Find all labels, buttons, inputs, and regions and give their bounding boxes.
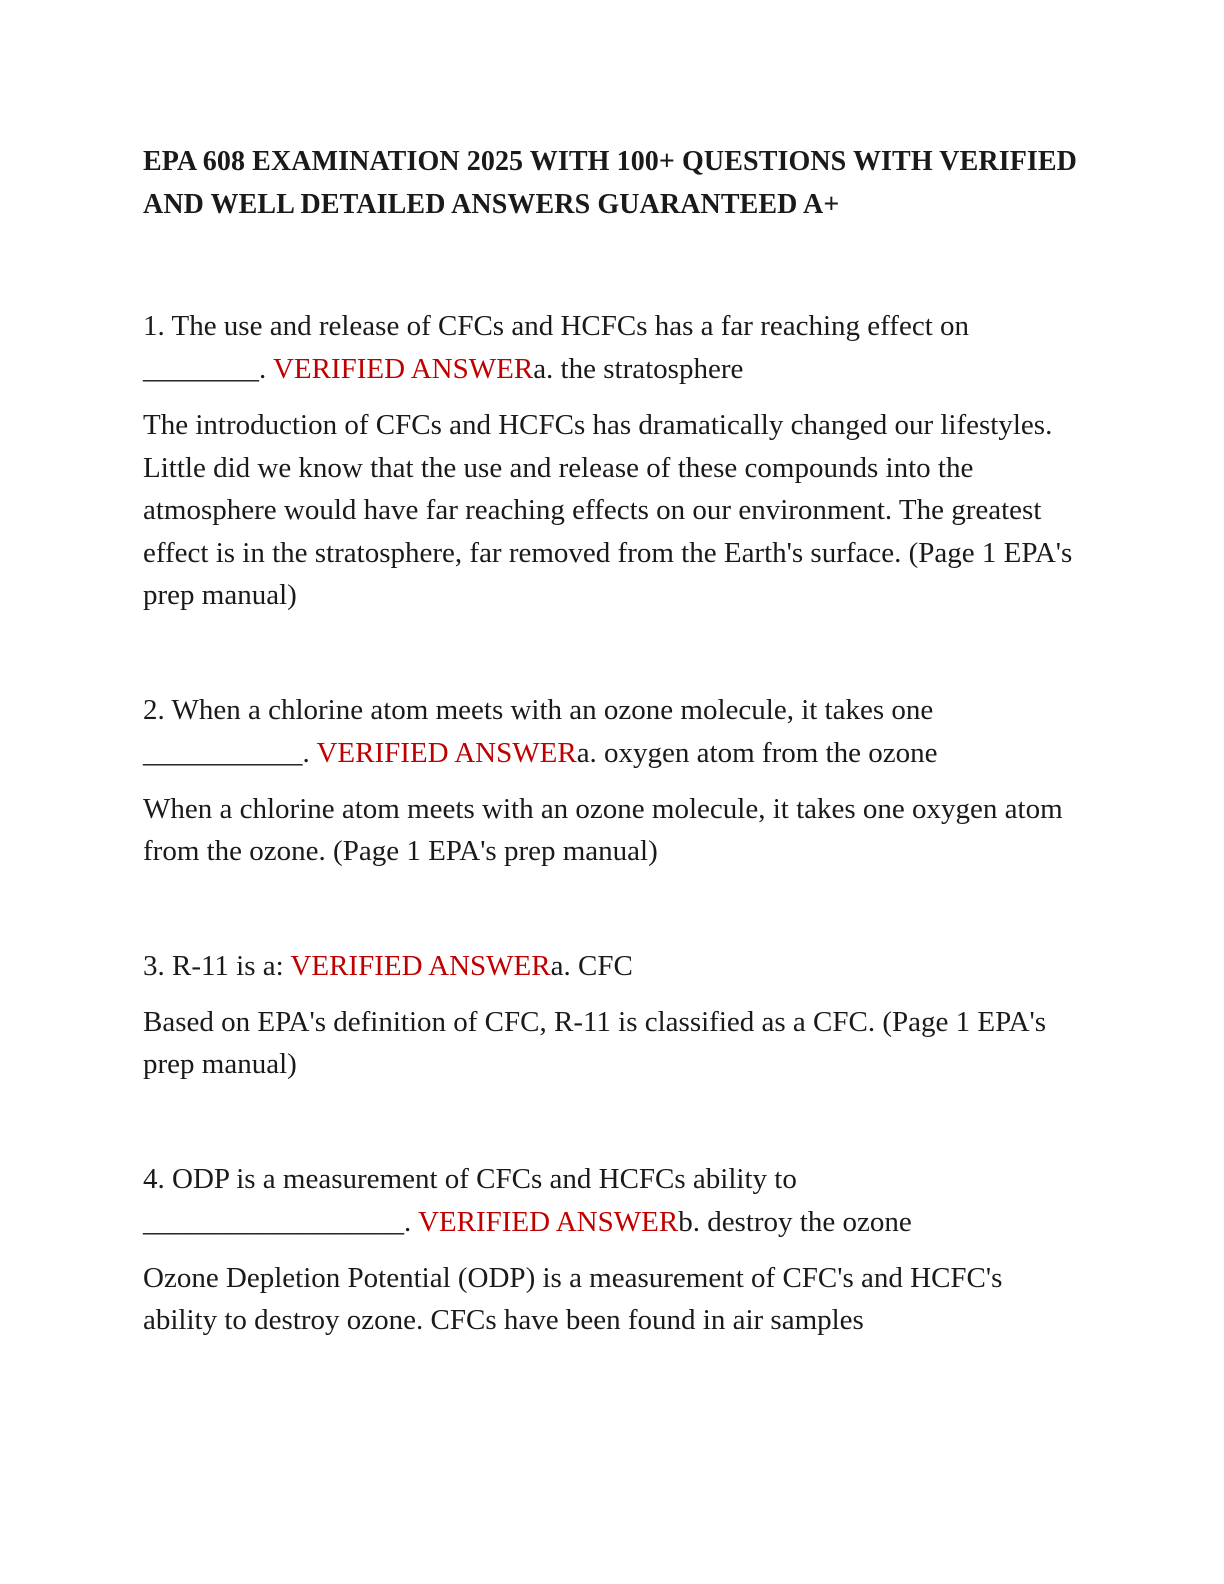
question-2-verified-label: VERIFIED ANSWER bbox=[316, 736, 577, 769]
question-2-explanation: When a chlorine atom meets with an ozone molecule, it takes one oxygen atom from the ozone. (Page 1 EPA's prep manual) bbox=[143, 792, 1063, 867]
question-3-verified-label: VERIFIED ANSWER bbox=[290, 949, 551, 982]
question-4 bbox=[143, 1158, 1083, 1244]
document-title: EPA 608 EXAMINATION 2025 WITH 100+ QUESTIONS WITH VERIFIED AND WELL DETAILED ANSWERS GUARANTEED A+ bbox=[143, 146, 1077, 220]
document-page bbox=[143, 140, 1083, 1342]
question-1-explanation: The introduction of CFCs and HCFCs has dramatically changed our lifestyles. Little did we know that the use and release of these compounds into the atmosphere would have far reaching effects on our environment. The greatest effect is in the stratosphere, far removed from the Earth's surface. (Page 1 EPA's prep manual) bbox=[143, 409, 1073, 611]
question-1-prompt-line1: 1. The use and release of CFCs and HCFCs has a far reaching effect on bbox=[143, 310, 970, 342]
question-4-prompt-line1: 4. ODP is a measurement of CFCs and HCFCs ability to bbox=[143, 1162, 797, 1195]
question-4-explanation: Ozone Depletion Potential (ODP) is a measurement of CFC's and HCFC's ability to destroy ozone. CFCs have been found in air samples bbox=[143, 1261, 1003, 1336]
question-2 bbox=[143, 689, 1083, 775]
question-2-blank: ___________. bbox=[143, 736, 317, 769]
question-4-answer: b. destroy the ozone bbox=[678, 1205, 912, 1238]
question-2-prompt-line1: 2. When a chlorine atom meets with an ozone molecule, it takes one bbox=[143, 693, 934, 726]
question-3-explanation: Based on EPA's definition of CFC, R-11 is classified as a CFC. (Page 1 EPA's prep manual) bbox=[143, 1005, 1047, 1080]
question-2-answer: a. oxygen atom from the ozone bbox=[576, 736, 938, 769]
question-4-verified-label: VERIFIED ANSWER bbox=[417, 1205, 679, 1238]
question-1-verified-label: VERIFIED ANSWER bbox=[272, 353, 534, 385]
question-1-blank: ________. bbox=[143, 353, 273, 385]
question-3-prompt: 3. R-11 is a: bbox=[143, 949, 291, 982]
question-1-answer: a. the stratosphere bbox=[533, 353, 744, 385]
question-1 bbox=[143, 305, 1083, 391]
question-3-answer: a. CFC bbox=[550, 949, 633, 982]
question-3 bbox=[143, 945, 1083, 988]
question-4-blank: __________________. bbox=[143, 1205, 418, 1238]
